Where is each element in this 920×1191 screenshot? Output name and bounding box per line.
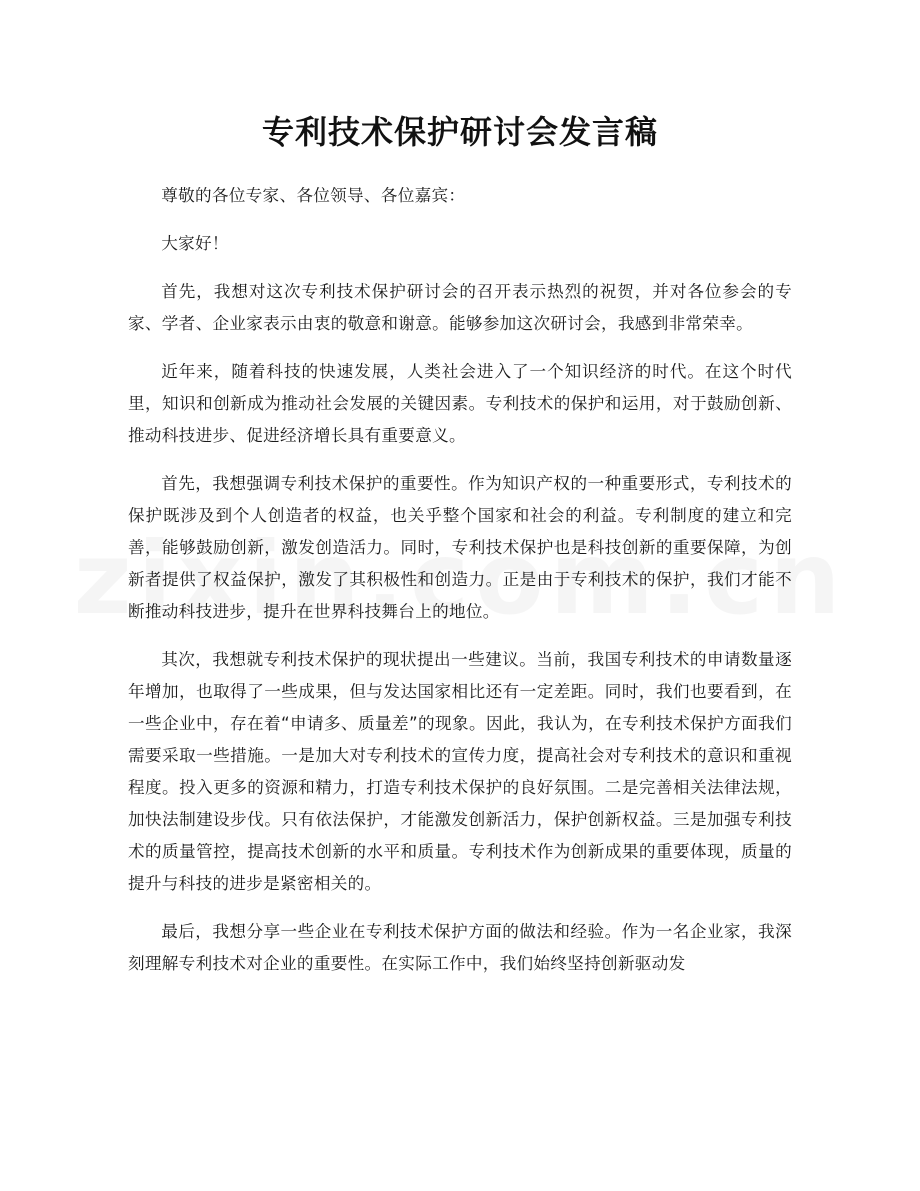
salutation: 尊敬的各位专家、各位领导、各位嘉宾： xyxy=(161,186,466,205)
paragraph-opening: 首先，我想对这次专利技术保护研讨会的召开表示热烈的祝贺，并对各位参会的专家、学者、企业家表示由衷的敬意和谢意。能够参加这次研讨会，我感到非常荣幸。 xyxy=(128,282,792,333)
paragraph-background: 近年来，随着科技的快速发展，人类社会进入了一个知识经济的时代。在这个时代里，知识和创新成为推动社会发展的关键因素。专利技术的保护和运用，对于鼓励创新、推动科技进步、促进经济增长具有重要意义。 xyxy=(128,362,792,445)
paragraph-experience: 最后，我想分享一些企业在专利技术保护方面的做法和经验。作为一名企业家，我深刻理解专利技术对企业的重要性。在实际工作中，我们始终坚持创新驱动发 xyxy=(128,922,792,973)
paragraph-suggestions: 其次，我想就专利技术保护的现状提出一些建议。当前，我国专利技术的申请数量逐年增加，也取得了一些成果，但与发达国家相比还有一定差距。同时，我们也要看到，在一些企业中，存在着“申请多、质量差”的现象。因此，我认为，在专利技术保护方面我们需要采取一些措施。一是加大对专利技术的宣传力度，提高社会对专利技术的意识和重视程度。投入更多的资源和精力，打造专利技术保护的良好氛围。二是完善相关法律法规，加快法制建设步伐。只有依法保护，才能激发创新活力，保护创新权益。三是加强专利技术的质量管控，提高技术创新的水平和质量。专利技术作为创新成果的重要体现，质量的提升与科技的进步是紧密相关的。 xyxy=(128,650,792,893)
greeting: 大家好！ xyxy=(161,234,229,253)
document-title: 专利技术保护研讨会发言稿 xyxy=(261,113,658,151)
paragraph-importance: 首先，我想强调专利技术保护的重要性。作为知识产权的一种重要形式，专利技术的保护既涉及到个人创造者的权益，也关乎整个国家和社会的利益。专利制度的建立和完善，能够鼓励创新，激发创造活力。同时，专利技术保护也是科技创新的重要保障，为创新者提供了权益保护，激发了其积极性和创造力。正是由于专利技术的保护，我们才能不断推动科技进步，提升在世界科技舞台上的地位。 xyxy=(128,474,792,621)
document-body xyxy=(128,180,792,980)
